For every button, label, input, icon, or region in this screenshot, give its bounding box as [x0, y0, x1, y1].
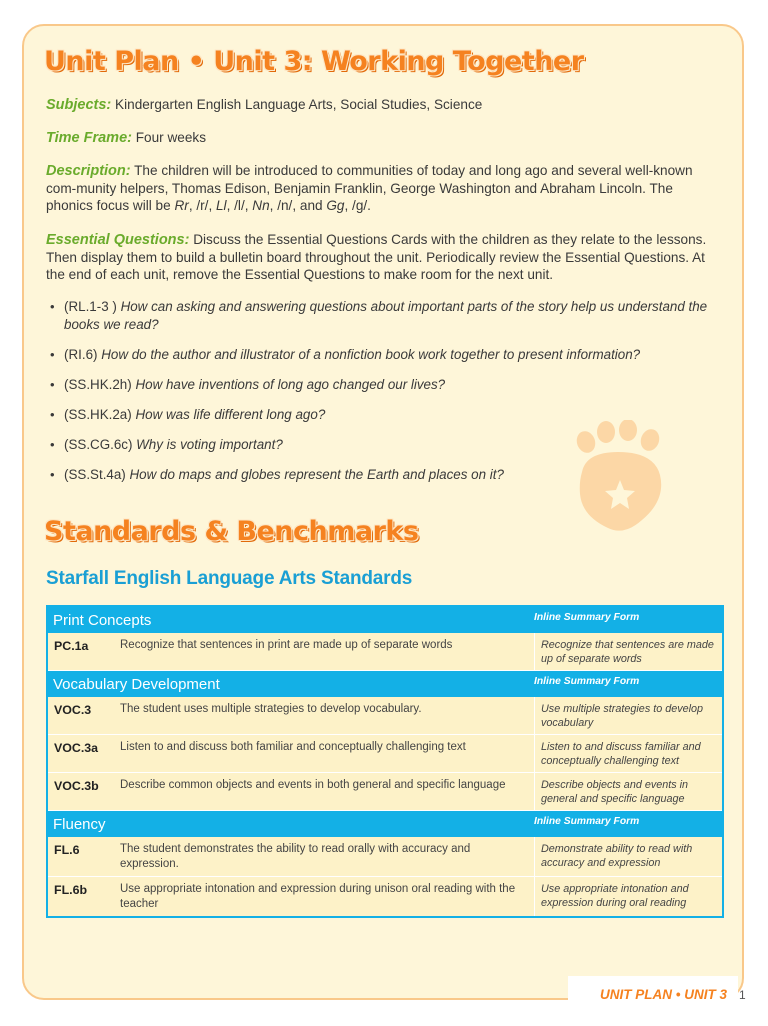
table-row [48, 773, 722, 811]
list-item [46, 298, 716, 334]
standard-description: The student uses multiple strategies to develop vocabulary. [120, 703, 422, 715]
subjects-value: Kindergarten English Language Arts, Social Studies, Science [111, 97, 483, 112]
essential-questions-text: Discuss the Essential Questions Cards with the children as they relate to the lessons. Then display them to build a bulletin board throughout the unit. Periodically review the Essential Questions. At the end of each unit, remove the Essential Questions to make room for the next unit. [46, 232, 707, 282]
summary-header: Inline Summary Form [534, 676, 640, 687]
question-text: How was life different long ago? [135, 407, 326, 422]
standard-summary: Demonstrate ability to read with accuracy and expression [534, 837, 722, 876]
standard-code: FL.6 [54, 843, 80, 857]
standard-summary: Listen to and discuss familiar and conceptually challenging text [534, 735, 722, 772]
phonics-sound: , /n/, and [269, 198, 327, 213]
standard-description: Describe common objects and events in both general and specific language [120, 779, 506, 791]
question-text: Why is voting important? [136, 437, 283, 452]
paw-print-star-icon [568, 420, 674, 540]
standard-code: PC.1a [54, 639, 89, 653]
list-item [46, 376, 716, 394]
question-code: (RL.1-3 ) [64, 299, 121, 314]
list-item [46, 346, 716, 364]
description-paragraph [46, 162, 716, 214]
footer-label: UNIT PLAN • UNIT 3 [600, 987, 727, 1002]
time-frame-label: Time Frame: [46, 130, 132, 146]
question-text: How can asking and answering questions about important parts of the story help us understand the books we read? [64, 299, 708, 332]
essential-questions-label: Essential Questions: [46, 232, 190, 248]
phonics-sound: , /l/, [226, 198, 253, 213]
standard-description: Listen to and discuss both familiar and conceptually challenging text [120, 741, 466, 753]
summary-header: Inline Summary Form [534, 612, 640, 623]
standard-summary: Describe objects and events in general and specific language [534, 773, 722, 810]
standard-summary: Use appropriate intonation and expression during oral reading [534, 877, 722, 916]
standard-summary: Use multiple strategies to develop vocabulary [534, 697, 722, 734]
category-header [48, 671, 722, 697]
summary-header: Inline Summary Form [534, 816, 640, 827]
subjects-line [46, 96, 716, 114]
category-name: Vocabulary Development [53, 675, 220, 693]
phonics-sound: , /r/, [188, 198, 216, 213]
standard-description: Use appropriate intonation and expression during unison oral reading with the teacher [120, 883, 516, 910]
standard-code: VOC.3a [54, 741, 99, 755]
description-text: The children will be introduced to communities of today and long ago and several well-known com-munity helpers, Thomas Edison, Benjamin Franklin, George Washington and Abraham Lincoln. The phonics focus will be [46, 163, 693, 213]
bullet-icon: • [50, 407, 55, 422]
page-title: Unit Plan • Unit 3: Working Together [44, 46, 584, 77]
time-frame-value: Four weeks [131, 130, 207, 145]
phonics-sound: , /g/. [344, 198, 371, 213]
question-code: (RI.6) [64, 347, 102, 362]
question-code: (SS.CG.6c) [64, 437, 137, 452]
table-row [48, 697, 722, 735]
bullet-icon: • [50, 377, 55, 392]
table-row [48, 877, 722, 916]
subjects-label: Subjects: [46, 97, 112, 113]
phonics-letter: Gg [326, 198, 345, 213]
standard-code: VOC.3 [54, 703, 92, 717]
question-text: How do the author and illustrator of a nonfiction book work together to present information? [101, 347, 641, 362]
phonics-letter: Rr [174, 198, 189, 213]
question-code: (SS.St.4a) [64, 467, 130, 482]
essential-questions-paragraph [46, 231, 716, 283]
table-row [48, 837, 722, 877]
category-header [48, 607, 722, 633]
bullet-icon: • [50, 299, 55, 314]
standard-description: Recognize that sentences in print are made up of separate words [120, 639, 453, 651]
time-frame-line [46, 129, 716, 147]
standards-table [46, 605, 724, 918]
standard-description: The student demonstrates the ability to read orally with accuracy and expression. [120, 843, 471, 870]
category-header [48, 811, 722, 837]
phonics-letter: Nn [252, 198, 270, 213]
bullet-icon: • [50, 437, 55, 452]
table-row [48, 735, 722, 773]
question-text: How have inventions of long ago changed our lives? [135, 377, 446, 392]
standards-subtitle: Starfall English Language Arts Standards [46, 568, 413, 589]
question-code: (SS.HK.2a) [64, 407, 136, 422]
question-text: How do maps and globes represent the Earth and places on it? [129, 467, 504, 482]
standard-code: FL.6b [54, 883, 88, 897]
bullet-icon: • [50, 467, 55, 482]
description-label: Description: [46, 163, 131, 179]
phonics-letter: Ll [216, 198, 227, 213]
standard-code: VOC.3b [54, 779, 99, 793]
category-name: Fluency [53, 815, 106, 833]
table-row [48, 633, 722, 671]
standards-title: Standards & Benchmarks [44, 516, 419, 547]
bullet-icon: • [50, 347, 55, 362]
question-code: (SS.HK.2h) [64, 377, 136, 392]
standard-summary: Recognize that sentences are made up of separate words [534, 633, 722, 670]
page-number: 1 [739, 988, 746, 1002]
category-name: Print Concepts [53, 611, 152, 629]
